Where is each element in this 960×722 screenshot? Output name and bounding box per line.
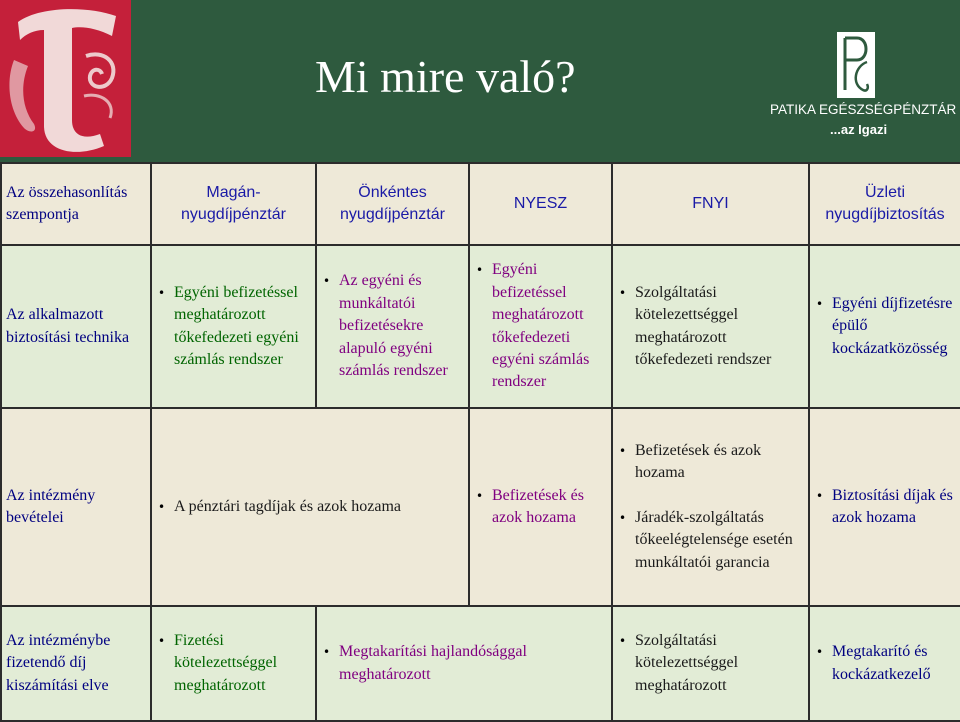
column-header-nyesz: NYESZ xyxy=(469,163,612,245)
brand-slogan: ...az Igazi xyxy=(830,122,888,137)
cell-dij-uzleti xyxy=(809,606,960,721)
cell-technika-magan xyxy=(151,245,316,408)
cell-technika-nyesz xyxy=(469,245,612,408)
cell-dij-megtakaritas xyxy=(316,606,612,721)
cell-bevetelek-nyesz xyxy=(469,408,612,606)
slide-title: Mi mire való? xyxy=(315,51,576,102)
cell-bevetelek-penztar xyxy=(151,408,469,606)
cell-bevetelek-uzleti xyxy=(809,408,960,606)
comparison-table xyxy=(0,162,960,722)
list-item: • Járadék-szolgáltatás tőkeelégtelensége esetén munkáltatói garancia xyxy=(619,508,793,571)
list-item: • Befizetések és azok hozama xyxy=(476,486,584,526)
cell-dij-magan xyxy=(151,606,316,721)
row-label-technika: Az alkalmazott biztosítási technika xyxy=(1,245,151,408)
row-label-bevetelek: Az intézmény bevételei xyxy=(1,408,151,606)
list-item: • Biztosítási díjak és azok hozama xyxy=(816,486,953,526)
list-item: • Egyéni díjfizetésre épülő kockázatközösség xyxy=(816,294,953,357)
patika-logo-icon xyxy=(837,32,875,98)
corner-header-cell: Az összehasonlítás szempontja xyxy=(1,163,151,245)
cell-technika-fnyi xyxy=(612,245,809,408)
cell-dij-fnyi xyxy=(612,606,809,721)
list-item: • Megtakarító és kockázatkezelő xyxy=(816,643,931,683)
list-item: • Megtakarítási hajlandósággal meghatározott xyxy=(323,643,527,683)
header-banner xyxy=(0,0,960,162)
table-row-bevetelek xyxy=(1,408,960,606)
list-item: • Szolgáltatási kötelezettséggel meghatározott xyxy=(619,631,739,694)
table-row-dij xyxy=(1,606,960,721)
list-item: • Befizetések és azok hozama xyxy=(619,441,762,482)
t-monogram-logo xyxy=(0,0,131,157)
list-item: • A pénztári tagdíjak és azok hozama xyxy=(158,497,402,515)
table-header-row xyxy=(1,163,960,245)
column-header-magan: Magán-nyugdíjpénztár xyxy=(151,163,316,245)
cell-technika-onkentes xyxy=(316,245,469,408)
column-header-fnyi: FNYI xyxy=(612,163,809,245)
patika-brand xyxy=(770,28,957,140)
list-item: • Egyéni befizetéssel meghatározott tőkefedezeti egyéni számlás rendszer xyxy=(476,261,590,391)
list-item: • Szolgáltatási kötelezettséggel meghatározott tőkefedezeti rendszer xyxy=(619,283,772,368)
table-row-technika xyxy=(1,245,960,408)
list-item: • Fizetési kötelezettséggel meghatározott xyxy=(158,631,278,694)
cell-bevetelek-fnyi xyxy=(612,408,809,606)
column-header-uzleti: Üzleti nyugdíjbiztosítás xyxy=(809,163,960,245)
brand-name: PATIKA EGÉSZSÉGPÉNZTÁR xyxy=(770,102,957,117)
column-header-onkentes: Önkéntes nyugdíjpénztár xyxy=(316,163,469,245)
row-label-dij: Az intézménybe fizetendő díj kiszámítási elve xyxy=(1,606,151,721)
list-item: • Az egyéni és munkáltatói befizetésekre alapuló egyéni számlás rendszer xyxy=(323,272,448,380)
cell-technika-uzleti xyxy=(809,245,960,408)
list-item: • Egyéni befizetéssel meghatározott tőkefedezeti egyéni számlás rendszer xyxy=(158,283,299,368)
